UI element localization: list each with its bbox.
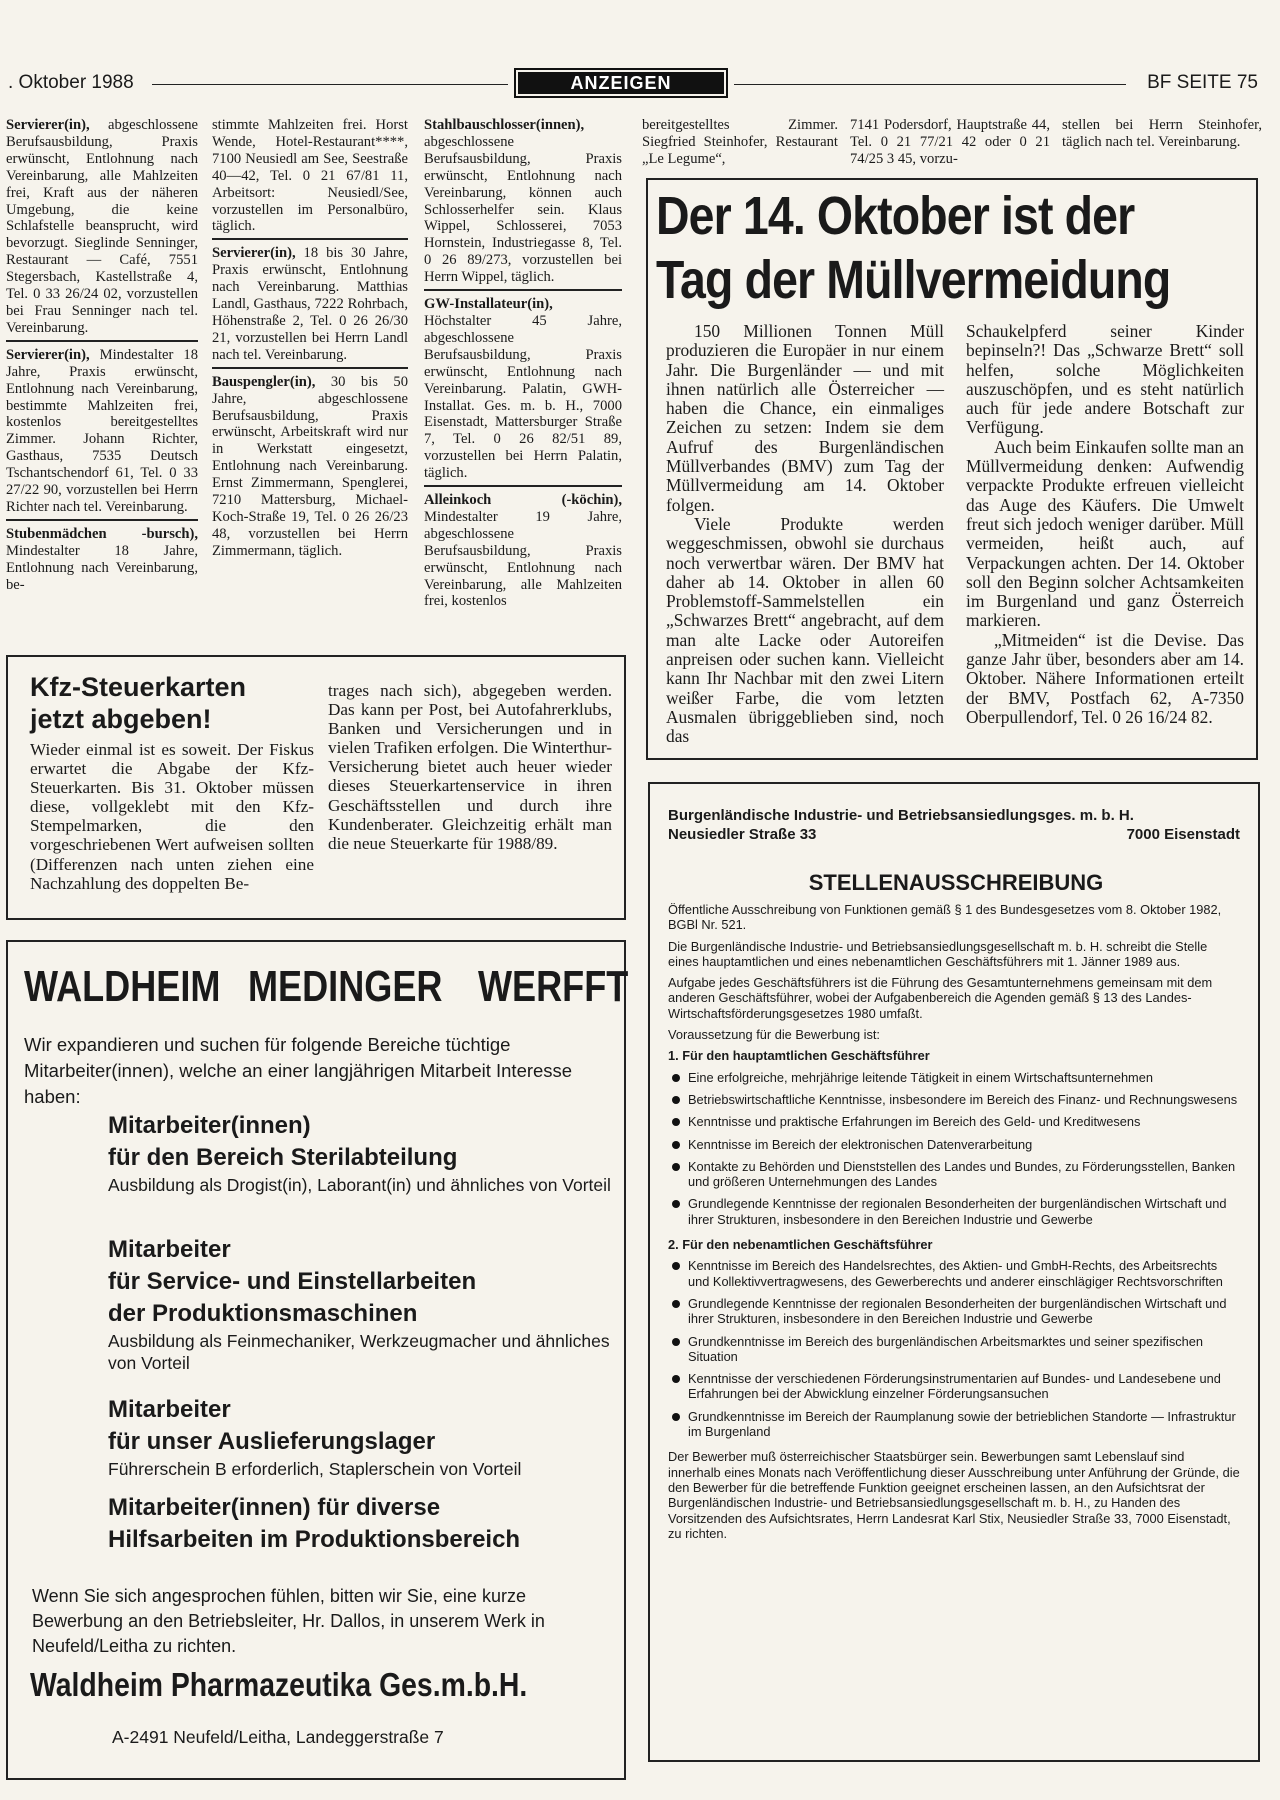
waldheim-address: A-2491 Neufeld/Leitha, Landeggerstraße 7 [112,1727,444,1747]
waldheim-position-1 [108,1110,618,1196]
waldheim-intro: Wir expandieren und suchen für folgende Bereiche tüchtige Mitarbeiter(innen), welche an einer langjährigen Mitarbeit Interesse haben: [24,1034,573,1107]
article-paragraph: Schaukelpferd seiner Kinder bepinseln?! Das „Schwarze Brett“ soll helfen, solche Möglichkeiten auszuschöpfen, und es steht natürlich auch für jede andere Botschaft zur Verfügung. [966,321,1244,438]
stellen-paragraph: Die Burgenländische Industrie- und Betriebsansiedlungsgesellschaft m. b. H. schreibt die Stelle eines hauptamtlichen und eines nebenamtlichen Geschäftsführers mit 1. Jänner 1989 aus. [668,938,1208,969]
list-item: Grundlegende Kenntnisse der regionalen Besonderheiten der burgenländischen Wirtschaft und ihrer Strukturen, insbesondere in den Bereichen Industrie und Gewerbe [668,1196,1240,1227]
ad-text: 18 bis 30 Jahre, Praxis erwünscht, Entlohnung nach Vereinbarung. Matthias Landl, Gasthaus, 7222 Rohrbach, Höhenstraße 2, Tel. 0 26 26/30 21, vorzustellen bei Herrn Landl nach tel. Vereinbarung. [212,245,408,363]
waldheim-job-ad [6,940,629,1780]
classified-ad [212,374,408,560]
waldheim-position-4 [108,1492,618,1556]
waldheim-position-3 [108,1394,618,1480]
ad-separator [212,238,408,240]
list-item: Kenntnisse und praktische Erfahrungen im Bereich des Geld- und Kreditwesens [668,1114,1240,1129]
classified-ad [6,347,198,516]
article-paragraph: Viele Produkte werden weggeschmissen, obwohl sie durchaus noch verwertbar wären. Der BMV hat daher ab 14. Oktober in allen 60 Problemstoff-Sammelstellen ein „Schwarzes Brett“ angebracht, auf dem man alte Lacke oder Autoreifen anpreisen oder suchen kann. Vielleicht kann Ihr Nachbar mit den zwei Litern weißer Farbe, die vom letzten Ausmalen übriggeblieben sind, noch das [666,513,944,747]
header-rule-right [734,84,1126,85]
classified-continuation-1: bereitgestelltes Zimmer. Siegfried Steinhofer, Restaurant „Le Legume“, [642,117,838,167]
ad-text: abgeschlossene Berufsausbildung, Praxis erwünscht, Entlohnung nach Vereinbarung, können auch Schlosserhelfer sein. Klaus Wippel, Schlosserei, 7053 Hornstein, Industriegasse 8, Tel. 0 26 89/273, vorzustellen bei Herrn Wippel, täglich. [424,133,622,286]
article-paragraph: Auch beim Einkaufen sollte man an Müllvermeidung denken: Aufwendig verpackte Produkte erfreuen vielleicht das Auge des Käufers. Die Umwelt freut sich jedoch weniger darüber. Müll vermeiden, heißt auch, auf Verpackungen achten. Der 14. Oktober soll den Beginn solcher Achtsamkeiten im Burgenland und ganz Österreich markieren. [966,436,1244,631]
classified-ad [424,117,622,286]
ad-text: stimmte Mahlzeiten frei. Horst Wende, Hotel-Restaurant****, 7100 Neusiedl am See, Seestraße 40—42, Tel. 0 21 67/81 11, Arbeitsort: Neusiedl/See, vorzustellen im Personalbüro, täglich. [212,117,408,235]
list-item: Kenntnisse im Bereich der elektronischen Datenverarbeitung [668,1137,1240,1152]
position-title: der Produktionsmaschinen [108,1300,418,1327]
stellen-paragraph: Aufgabe jedes Geschäftsführers ist die Führung des Gesamtunternehmens gemeinsam mit dem anderen Geschäftsführer, wobei der Aufgabenbereich die Agenden gemäß § 13 des Landes-Wirtschaftsförderungsgesetzes 1980 umfaßt. [668,975,1213,1021]
stellen-body [668,902,1240,1547]
ad-title: Servierer(in), [6,346,90,363]
organization-block [668,806,1240,844]
waldheim-logo-word-2: MEDINGER [248,962,443,1011]
requirements-list-1 [668,1070,1240,1227]
article-paragraph: „Mitmeiden“ ist die Devise. Das ganze Jahr über, besonders aber am 14. Oktober. Nähere Informationen erteilt der BMV, Postfach 62, A-7350 Oberpullendorf, Tel. 0 26 16/24 82. [966,629,1244,727]
header-rule-left [152,84,508,85]
section-label-text: ANZEIGEN [518,72,724,94]
waldheim-logo-word-3: WERFFT [478,962,629,1011]
organization-address [668,825,1240,844]
ad-text: Mindestalter 18 Jahre, Entlohnung nach Vereinbarung, be- [6,542,198,593]
classified-column-2 [212,117,408,560]
classified-ad [212,245,408,363]
position-requirements: Ausbildung als Drogist(in), Laborant(in) und ähnliches von Vorteil [108,1175,611,1195]
classified-column-3 [424,117,622,610]
classified-column-1 [6,117,198,593]
stellen-paragraph: Öffentliche Ausschreibung von Funktionen gemäß § 1 des Bundesgesetzes vom 8. Oktober 1982, BGBl Nr. 521. [668,902,1222,933]
kfz-headline-line-2: jetzt abgeben! [30,704,212,734]
list-item: Kenntnisse der verschiedenen Förderungsinstrumentarien auf Bundes- und Landesebene und Erfahrungen bei der Abwicklung einzelner Förderungsansuchen [668,1371,1240,1402]
stellen-section-heading: 1. Für den hauptamtlichen Geschäftsführer [668,1048,930,1064]
article-headline-line-1: Der 14. Oktober ist der [656,186,1135,246]
ad-separator [6,519,198,521]
ad-separator [6,340,198,342]
article-column-2 [966,322,1244,727]
position-title: Mitarbeiter(innen) für diverse [108,1494,441,1521]
classified-continuation-3: stellen bei Herrn Steinhofer, täglich nach tel. Vereinbarung. [1062,117,1262,150]
ad-title: Alleinkoch (-köchin), [424,492,622,509]
position-title: Hilfsarbeiten im Produktionsbereich [108,1526,521,1553]
stellen-title: STELLENAUSSCHREIBUNG [808,870,1104,895]
article-column-1 [666,322,944,747]
ad-separator [424,289,622,291]
ad-text: Höchstalter 45 Jahre, abgeschlossene Berufsausbildung, Praxis erwünscht, Entlohnung nach Vereinbarung. Palatin, GWH-Installat. Ges. m. b. H., 7000 Eisenstadt, Mattersburger Straße 7, Tel. 0 26 82/51 89, vorzustellen bei Herrn Palatin, täglich. [424,312,622,482]
classified-ad [6,117,198,337]
position-title: für unser Auslieferungslager [108,1428,436,1455]
kfz-headline-line-1: Kfz-Steuerkarten [30,672,247,702]
ad-title: Bauspengler(in), [212,373,316,390]
page-number: BF SEITE 75 [1147,72,1258,93]
ad-text: Mindestalter 18 Jahre, Praxis erwünscht, Entlohnung nach Vereinbarung, bestimmte Mahlzeiten frei, kostenlos bereitgestelltes Zimmer. Johann Richter, Gasthaus, 7535 Deutsch Tschantschendorf 61, Tel. 0 33 27/22 90, vorzustellen bei Herrn Richter nach tel. Vereinbarung. [6,346,198,515]
stellen-section-heading: 2. Für den nebenamtlichen Geschäftsführer [668,1237,933,1253]
position-title: Mitarbeiter(innen) [108,1112,311,1139]
stellen-requirements-intro: Voraussetzung für die Bewerbung ist: [668,1027,880,1043]
ad-separator [212,367,408,369]
classified-ad [424,492,622,610]
issue-date: . Oktober 1988 [8,72,134,93]
position-requirements: Ausbildung als Feinmechaniker, Werkzeugmacher und ähnliches von Vorteil [108,1331,610,1373]
classified-ad [6,526,198,594]
ad-title: Servierer(in), [212,245,296,262]
list-item: Kenntnisse im Bereich des Handelsrechtes, des Aktien- und GmbH-Rechts, des Arbeitsrechts und Kollektivvertragwesens, des Gewerberechts und anderer einschlägiger Rechtsvorschriften [668,1258,1240,1289]
list-item: Eine erfolgreiche, mehrjährige leitende Tätigkeit in einem Wirtschaftsunternehmen [668,1070,1240,1085]
list-item: Grundkenntnisse im Bereich der Raumplanung sowie der betrieblichen Standorte — Infrastruktur im Burgenland [668,1409,1240,1440]
position-title: für Service- und Einstellarbeiten [108,1268,477,1295]
kfz-column-1: Wieder einmal ist es soweit. Der Fiskus erwartet die Abgabe der Kfz-Steuerkarten. Bis 31. Oktober müssen diese, vollgeklebt mit den Kfz-Stempelmarken, die den vorgeschriebenen Wert aufweisen sollten (Differenzen nach unten ziehen eine Nachzahlung des doppelten Be- [30,740,314,893]
position-title: für den Bereich Sterilabteilung [108,1144,458,1171]
kfz-column-2: trages nach sich), abgegeben werden. Das kann per Post, bei Autofahrerklubs, Banken und Versicherungen und in vielen Trafiken erfolgen. Die Winterthur-Versicherung bietet auch heuer wieder dieses Steuerkartenservice in ihren Geschäftsstellen und durch ihre Kundenberater. Gleichzeitig erhält man die neue Steuerkarte für 1988/89. [328,681,612,853]
position-title: Mitarbeiter [108,1236,231,1263]
list-item: Kontakte zu Behörden und Dienststellen des Landes und Bundes, zu Förderungsstellen, Banken und größeren Unternehmungen des Landes [668,1159,1240,1190]
ad-title: Stahlbauschlosser(innen), [424,117,585,133]
stellenausschreibung-ad [648,782,1260,1762]
waldheim-firm-name: Waldheim Pharmazeutika Ges.m.b.H. [30,1666,528,1703]
classified-ad [212,117,408,235]
organization-name: Burgenländische Industrie- und Betriebsansiedlungsges. m. b. H. [668,807,1134,824]
article-headline-line-2: Tag der Müllvermeidung [656,250,1171,310]
waldheim-closing: Wenn Sie sich angesprochen fühlen, bitten wir Sie, eine kurze Bewerbung an den Betriebsleiter, Hr. Dallos, in unserem Werk in Neufeld/Leitha zu richten. [32,1586,545,1656]
ad-text: 30 bis 50 Jahre, abgeschlossene Berufsausbildung, Praxis erwünscht, Arbeitskraft wird nur in Werkstatt eingesetzt, Entlohnung nach Vereinbarung. Ernst Zimmermann, Spenglerei, 7210 Mattersburg, Michael-Koch-Straße 19, Tel. 0 26 26/23 48, vorzustellen bei Herrn Zimmermann, täglich. [212,373,408,559]
ad-title: GW-Installateur(in), [424,296,553,313]
section-label [514,68,728,98]
ad-text: abgeschlossene Berufsausbildung, Praxis erwünscht, Entlohnung nach Vereinbarung, alle Mahlzeiten frei, Kraft aus der näheren Umgebung, die keine Schlafstelle beansprucht, wird bevorzugt. Sieglinde Senninger, Restaurant — Café, 7551 Stegersbach, Kastellstraße 4, Tel. 0 33 26/24 02, vorzustellen bei Frau Senninger nach tel. Vereinbarung. [6,117,198,336]
organization-street: Neusiedler Straße 33 [668,826,817,843]
organization-city: 7000 Eisenstadt [1126,826,1240,843]
classified-continuation-2: 7141 Podersdorf, Hauptstraße 44, Tel. 0 21 77/21 42 oder 0 21 74/25 3 45, vorzu- [850,117,1050,167]
waldheim-logo-word-1: WALDHEIM [24,962,221,1011]
ad-text: Mindestalter 19 Jahre, abgeschlossene Berufsausbildung, Praxis erwünscht, Entlohnung nach Vereinbarung, alle Mahlzeiten frei, kostenlos [424,508,622,610]
ad-title: Stubenmädchen -bursch), [6,525,198,542]
position-title: Mitarbeiter [108,1396,231,1423]
muellvermeidung-article [646,178,1258,760]
list-item: Grundkenntnisse im Bereich des burgenländischen Arbeitsmarktes und seiner spezifischen Situation [668,1334,1240,1365]
ad-title: Servierer(in), [6,117,90,133]
waldheim-position-2 [108,1234,618,1374]
stellen-closing: Der Bewerber muß österreichischer Staatsbürger sein. Bewerbungen samt Lebenslauf sind innerhalb eines Monats nach Veröffentlichung dieser Ausschreibung unter Anführung der Gründe, die den Bewerber für die betreffende Funktion geeignet erscheinen lassen, an den Aufsichtsrat der Burgenländischen Industrie- und Betriebsansiedlungsgesellschaft m. b. H., zu Handen des Vorsitzenden des Aufsichtsrates, Herrn Landesrat Karl Stix, Neusiedler Straße 33, 7000 Eisenstadt, zu richten. [668,1449,1240,1541]
ad-separator [424,485,622,487]
requirements-list-2 [668,1258,1240,1439]
list-item: Grundlegende Kenntnisse der regionalen Besonderheiten der burgenländischen Wirtschaft und ihrer Strukturen, insbesondere in den Bereichen Industrie und Gewerbe [668,1296,1240,1327]
article-paragraph: 150 Millionen Tonnen Müll produzieren die Europäer in nur einem Jahr. Die Burgenländer — und mit ihnen natürlich alle Österreicher — haben die Chance, ein einmaliges Zeichen zu setzen: Indem sie dem Aufruf des Burgenländischen Müllverbandes (BMV) zum Tag der Müllvermeidung am 14. Oktober folgen. [666,321,944,515]
position-requirements: Führerschein B erforderlich, Staplerschein von Vorteil [108,1459,522,1479]
kfz-steuerkarten-article [6,655,626,920]
classified-ad [424,296,622,482]
list-item: Betriebswirtschaftliche Kenntnisse, insbesondere im Bereich des Finanz- und Rechnungswesens [668,1092,1240,1107]
